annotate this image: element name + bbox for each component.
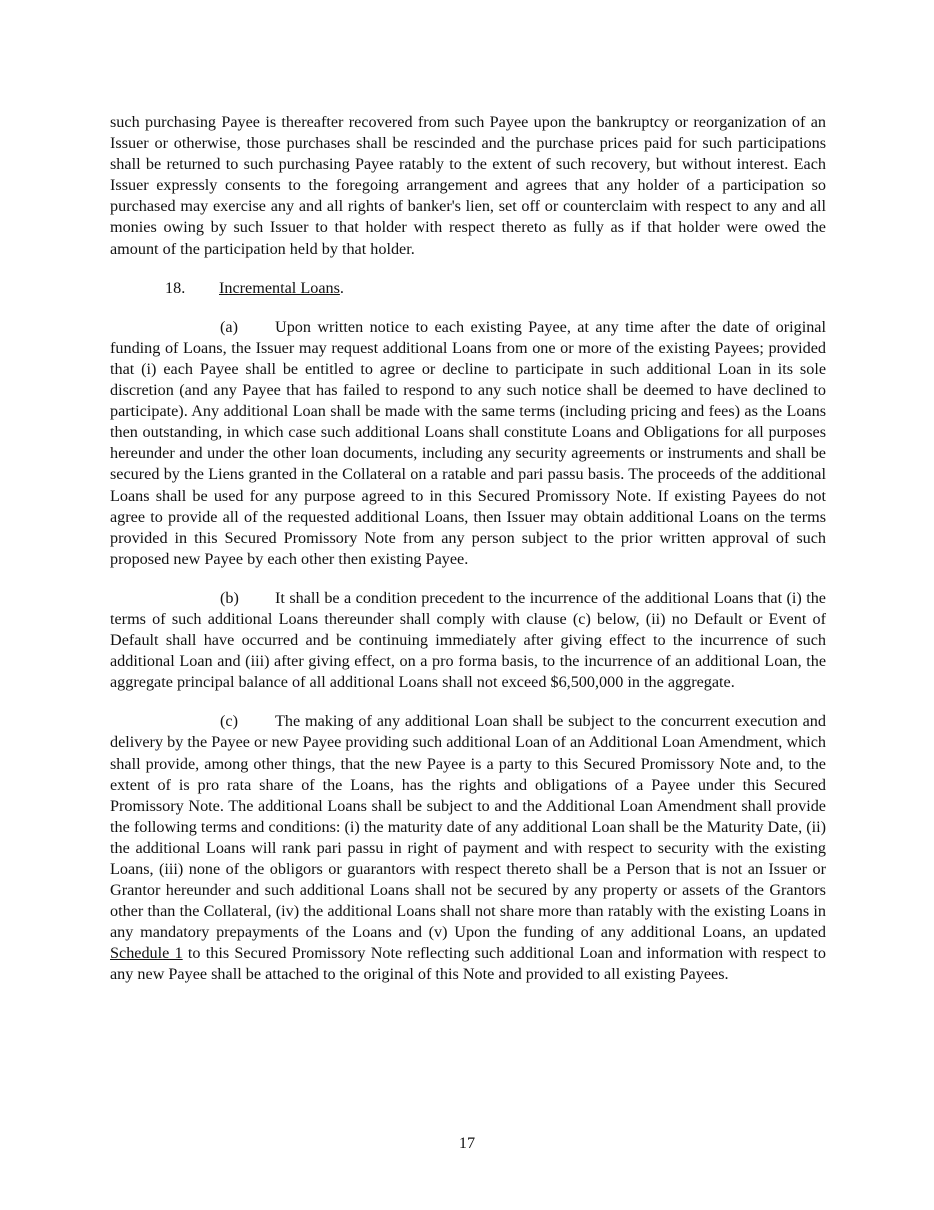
section-number: 18. [165,278,186,297]
clause-c-text-after: to this Secured Promissory Note reflecting such additional Loan and information with respect to any new Payee shall be attached to the original of this Note and provided to all existing Payees. [110,944,826,984]
section-title: Incremental Loans [219,278,340,297]
page-number: 17 [458,1134,476,1152]
document-page [110,112,826,986]
clause-a-text: Upon written notice to each existing Payee, at any time after the date of original funding of Loans, the Issuer may request additional Loans from one or more of the existing Payees; provided that (i) each Payee shall be entitled to agree or decline to participate in such additional Loan in its sole discretion (and any Payee that has failed to respond to any such notice shall be deemed to have declined to participate). Any additional Loan shall be made with the same terms (including pricing and fees) as the Loans then outstanding, in which case such additional Loans shall constitute Loans and Obligations for all purposes hereunder and under the other loan documents, including any security agreements or instruments and shall be secured by the Liens granted in the Collateral on a ratable and pari passu basis. The proceeds of the additional Loans shall be used for any purpose agreed to in this Secured Promissory Note. If existing Payees do not agree to provide all of the requested additional Loans, then Issuer may obtain additional Loans on the terms provided in this Secured Promissory Note from any person subject to the prior written approval of such proposed new Payee by each other then existing Payee. [110,317,826,568]
clause-b-paragraph [110,588,826,693]
clause-a-label: (a) [220,317,238,336]
clause-c-text-before: The making of any additional Loan shall be subject to the concurrent execution and delivery by the Payee or new Payee providing such additional Loan of an Additional Loan Amendment, which shall provide, among other things, that the new Payee is a party to this Secured Promissory Note and, to the extent of is pro rata share of the Loans, has the rights and obligations of a Payee under this Secured Promissory Note. The additional Loans shall be subject to and the Additional Loan Amendment shall provide the following terms and conditions: (i) the maturity date of any additional Loan shall be the Maturity Date, (ii) the additional Loans will rank pari passu in right of payment and with respect to security with the existing Loans, (iii) none of the obligors or guarantors with respect thereto shall be a Person that is not an Issuer or Grantor hereunder and such additional Loans shall not be secured by any property or assets of the Grantors other than the Collateral, (iv) the additional Loans shall not share more than ratably with the existing Loans in any mandatory prepayments of the Loans and (v) Upon the funding of any additional Loans, an updated [110,712,826,942]
clause-a-paragraph [110,317,826,570]
schedule-1-reference: Schedule 1 [110,944,183,963]
section-title-suffix: . [339,278,344,297]
clause-b-text: It shall be a condition precedent to the incurrence of the additional Loans that (i) the terms of such additional Loans thereunder shall comply with clause (c) below, (ii) no Default or Event of Default shall have occurred and be continuing immediately after giving effect to the incurrence of such additional Loan and (iii) after giving effect, on a pro forma basis, to the incurrence of an additional Loan, the aggregate principal balance of all additional Loans shall not exceed $6,500,000 in the aggregate. [110,588,826,692]
clause-c-paragraph [110,711,826,985]
clause-b-label: (b) [220,588,239,607]
section-heading [110,278,826,299]
continuation-paragraph: such purchasing Payee is thereafter recovered from such Payee upon the bankruptcy or reorganization of an Issuer or otherwise, those purchases shall be rescinded and the purchase prices paid for such participations shall be returned to such purchasing Payee ratably to the extent of such recovery, but without interest. Each Issuer expressly consents to the foregoing arrangement and agrees that any holder of a participation so purchased may exercise any and all rights of banker's lien, set off or counterclaim with respect to any and all monies owing by such Issuer to that holder with respect thereto as fully as if that holder were owed the amount of the participation held by that holder. [110,113,826,258]
clause-c-label: (c) [220,712,238,731]
